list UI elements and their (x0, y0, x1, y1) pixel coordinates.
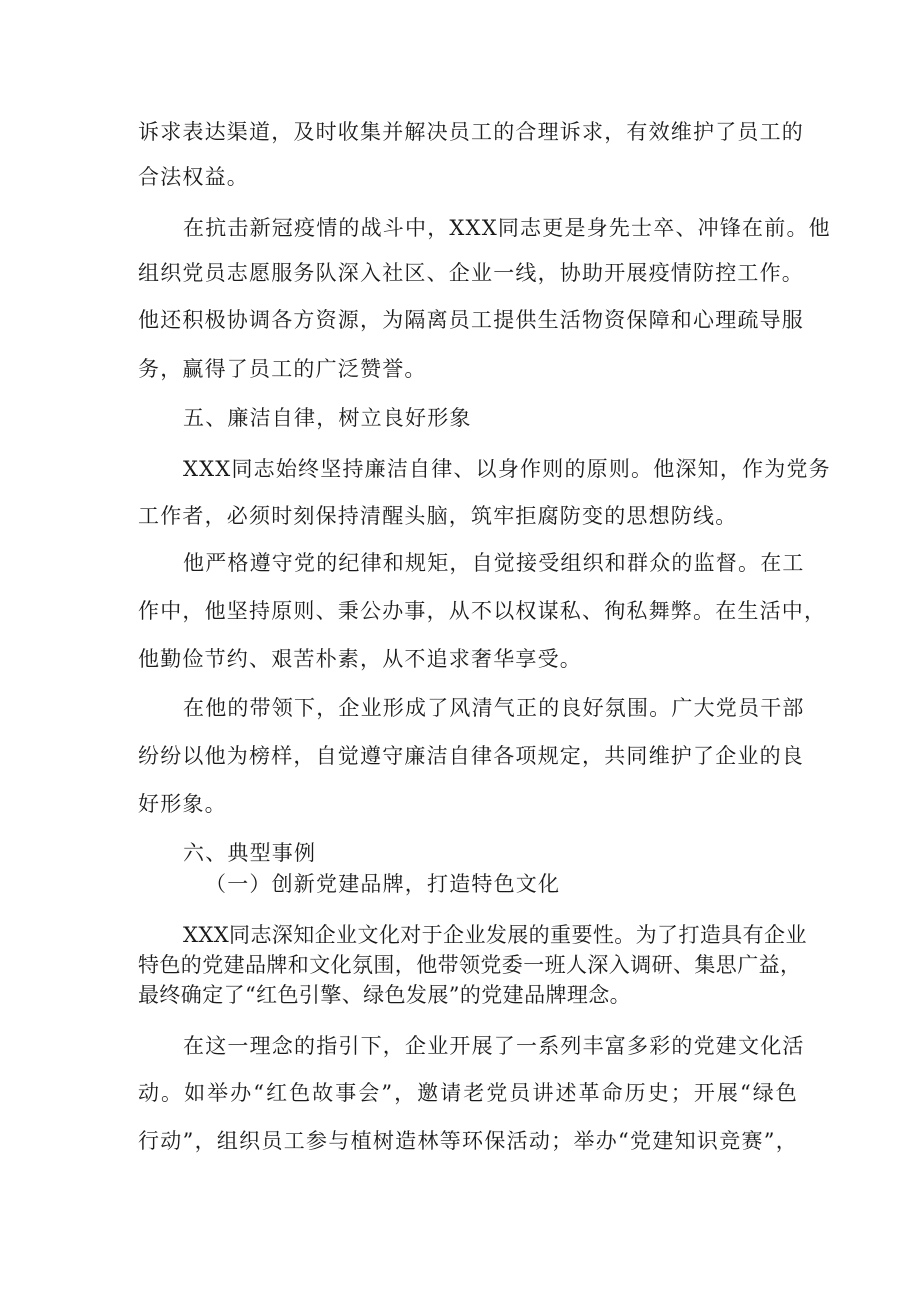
section-heading: 五、廉洁自律，树立良好形象 (183, 406, 472, 430)
paragraph-line: 他勤俭节约、艰苦朴素，从不追求奢华享受。 (138, 647, 582, 671)
paragraph-line: XXX同志深知企业文化对于企业发展的重要性。为了打造具有企业 (183, 923, 807, 947)
paragraph-line: 动。如举办“红色故事会”，邀请老党员讲述革命历史；开展“绿色 (138, 1081, 798, 1105)
paragraph-line: 他严格遵守党的纪律和规矩，自觉接受组织和群众的监督。在工 (183, 551, 805, 575)
paragraph-line: 诉求表达渠道，及时收集并解决员工的合理诉求，有效维护了员工的 (138, 120, 804, 144)
paragraph-line: 他还积极协调各方资源，为隔离员工提供生活物资保障和心理疏导服 (138, 308, 804, 332)
paragraph-line: 作中，他坚持原则、秉公办事，从不以权谋私、徇私舞弊。在生活中， (138, 599, 827, 623)
paragraph-line: 纷纷以他为榜样，自觉遵守廉洁自律各项规定，共同维护了企业的良 (138, 744, 804, 768)
paragraph-line: 合法权益。 (138, 165, 249, 189)
paragraph-line: 在他的带领下，企业形成了风清气正的良好氛围。广大党员干部 (183, 696, 805, 720)
paragraph-line: 在抗击新冠疫情的战斗中，XXX同志更是身先士卒、冲锋在前。他 (183, 216, 831, 240)
paragraph-line: XXX同志始终坚持廉洁自律、以身作则的原则。他深知，作为党务 (183, 457, 831, 481)
paragraph-line: 在这一理念的指引下，企业开展了一系列丰富多彩的党建文化活 (183, 1034, 805, 1058)
paragraph-line: 最终确定了“红色引擎、绿色发展”的党建品牌理念。 (138, 983, 632, 1007)
section-heading: 六、典型事例 (183, 841, 317, 865)
subsection-heading: （一）创新党建品牌，打造特色文化 (205, 872, 561, 896)
paragraph-line: 好形象。 (138, 792, 227, 816)
paragraph-line: 特色的党建品牌和文化氛围，他带领党委一班人深入调研、集思广益， (138, 953, 802, 977)
paragraph-line: 行动”，组织员工参与植树造林等环保活动；举办“党建知识竞赛”， (138, 1129, 798, 1153)
paragraph-line: 工作者，必须时刻保持清醒头脑，筑牢拒腐防变的思想防线。 (138, 504, 738, 528)
paragraph-line: 组织党员志愿服务队深入社区、企业一线，协助开展疫情防控工作。 (138, 261, 804, 285)
paragraph-line: 务，赢得了员工的广泛赞誉。 (138, 357, 427, 381)
